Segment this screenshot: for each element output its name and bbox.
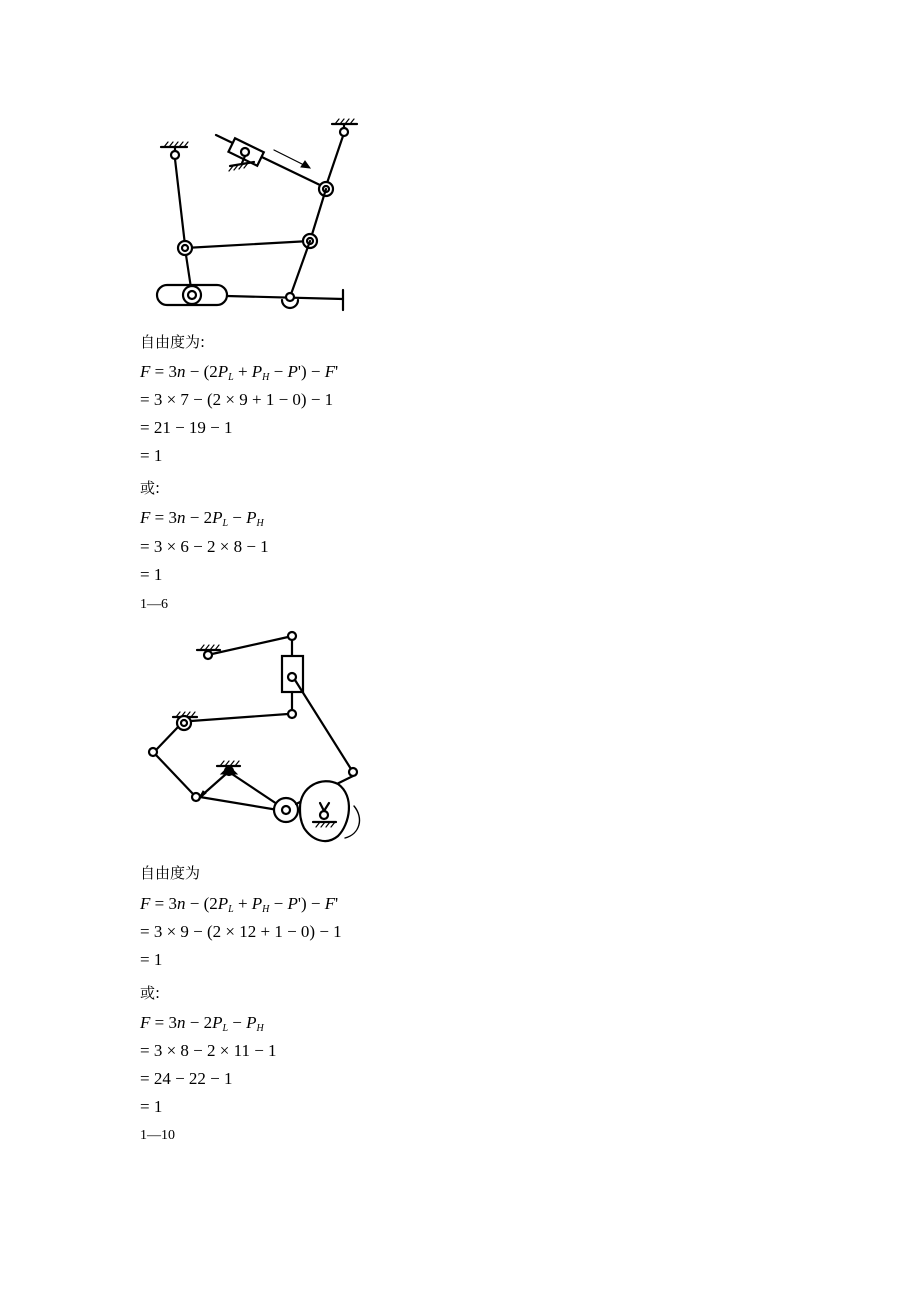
dof-result-4: = 1 xyxy=(140,1097,163,1116)
problem-number-1-10: 1—10 xyxy=(140,1128,175,1143)
dof-formula-general-1: $F = 3n - (2P_L + P_H - P') - F'$ xyxy=(140,362,339,383)
dof-label-1: 自由度为: xyxy=(140,333,206,351)
dof-label-2: 自由度为 xyxy=(140,864,201,882)
dof-result-3: = 1 xyxy=(140,950,163,969)
dof-formula-simple-1: $F = 3n - 2P_L - P_H$ xyxy=(140,508,264,529)
dof-result-1: = 1 xyxy=(140,446,163,465)
dof-calc-line-3: = 3 × 6 − 2 × 8 − 1 xyxy=(140,537,269,556)
dof-calc-line-5: = 3 × 8 − 2 × 11 − 1 xyxy=(140,1041,277,1060)
mechanism-diagram-2-svg xyxy=(140,625,370,850)
dof-result-2: = 1 xyxy=(140,565,163,584)
mechanism-diagram-1 xyxy=(150,115,365,315)
or-label-1: 或: xyxy=(140,479,161,497)
dof-formula-general-2: $F = 3n - (2P_L + P_H - P') - F'$ xyxy=(140,894,339,915)
dof-calc-line-4: = 3 × 9 − (2 × 12 + 1 − 0) − 1 xyxy=(140,922,342,941)
mechanism-diagram-2 xyxy=(140,625,370,850)
dof-calc-line-6: = 24 − 22 − 1 xyxy=(140,1069,233,1088)
dof-calc-line-1: = 3 × 7 − (2 × 9 + 1 − 0) − 1 xyxy=(140,390,334,409)
mechanism-diagram-1-svg xyxy=(150,115,365,315)
or-label-2: 或: xyxy=(140,984,161,1002)
problem-number-1-6: 1—6 xyxy=(140,597,168,612)
dof-formula-simple-2: $F = 3n - 2P_L - P_H$ xyxy=(140,1013,264,1034)
dof-calc-line-2: = 21 − 19 − 1 xyxy=(140,418,233,437)
